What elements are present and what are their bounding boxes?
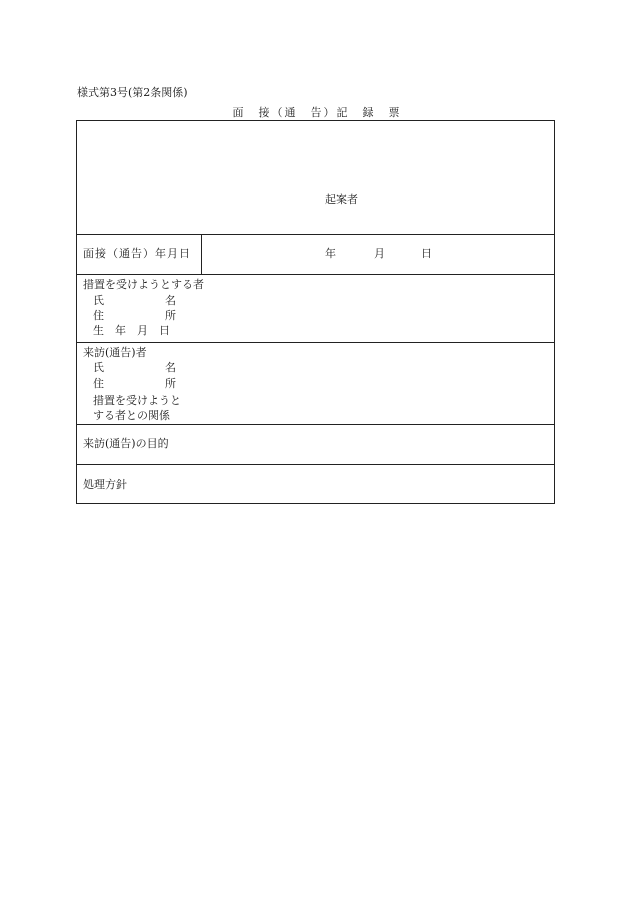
drafter-label: 起案者 <box>325 193 358 206</box>
subject-name-label-left: 氏 <box>93 294 104 307</box>
visitor-name-label-right: 名 <box>165 361 176 374</box>
year-label[interactable]: 年 <box>325 247 336 260</box>
purpose-row <box>77 425 554 465</box>
interview-date-label: 面接（通告）年月日 <box>83 247 191 260</box>
visitor-relation-label-line2: する者との関係 <box>93 409 170 422</box>
form-number: 様式第3号(第2条関係) <box>77 86 188 99</box>
visitor-row <box>77 343 554 425</box>
date-divider <box>201 235 202 274</box>
document-title: 面 接（通 告）記 録 票 <box>232 106 402 119</box>
purpose-label: 来訪(通告)の目的 <box>83 437 169 450</box>
record-form <box>76 120 555 504</box>
subject-person-heading: 措置を受けようとする者 <box>83 278 204 291</box>
subject-address-label-left: 住 <box>93 309 104 322</box>
month-label[interactable]: 月 <box>374 247 385 260</box>
interview-date-row <box>77 235 554 275</box>
visitor-relation-label-line1: 措置を受けようと <box>93 394 181 407</box>
visitor-heading: 来訪(通告)者 <box>83 346 147 359</box>
subject-address-label-right: 所 <box>165 309 176 322</box>
subject-person-row <box>77 275 554 343</box>
visitor-address-label-left: 住 <box>93 377 104 390</box>
policy-row <box>77 465 554 503</box>
visitor-name-label-left: 氏 <box>93 361 104 374</box>
policy-label: 処理方針 <box>83 478 127 491</box>
subject-name-label-right: 名 <box>165 294 176 307</box>
visitor-address-label-right: 所 <box>165 377 176 390</box>
day-label[interactable]: 日 <box>421 247 432 260</box>
approval-row <box>77 121 554 235</box>
subject-birthdate-label: 生 年 月 日 <box>93 324 170 337</box>
